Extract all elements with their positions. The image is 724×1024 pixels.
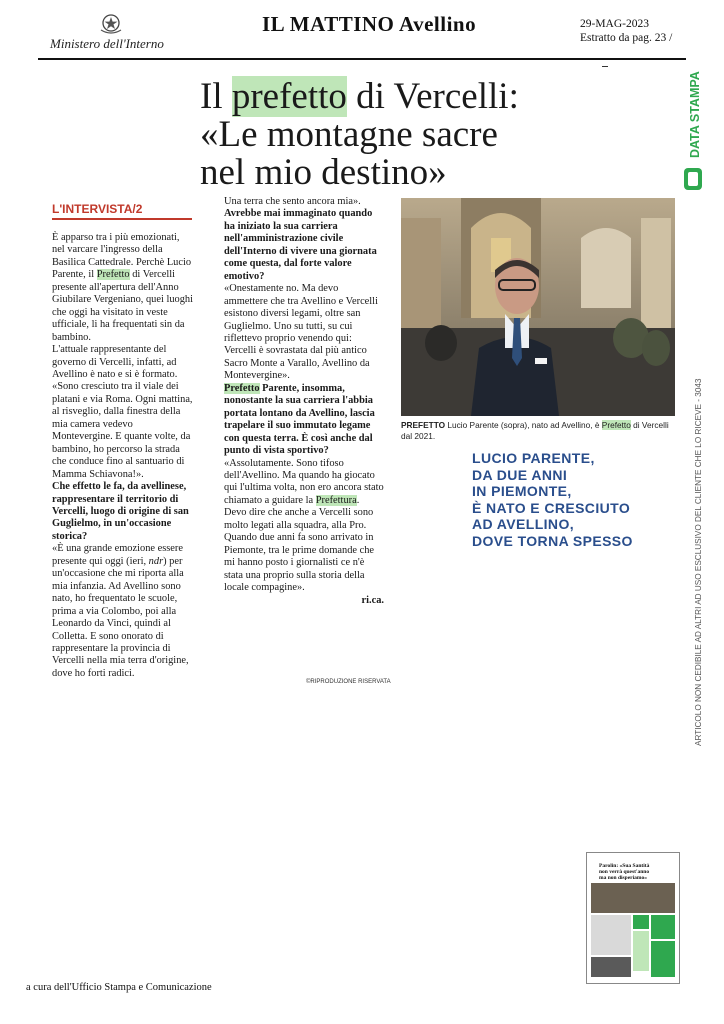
svg-text:Parolin: «Sua Santità: Parolin: «Sua Santità	[599, 863, 650, 869]
article-photo	[401, 198, 675, 416]
interview-question: Che effetto le fa, da avellinese, rappresentare il territorio di Vercelli, luogo di origine di san Guglielmo, in un'occasione storica?	[52, 481, 189, 542]
legal-notice	[692, 280, 704, 750]
interview-answer: «È una grande emozione essere presente qui oggi (ieri, ndr) per un'occasione che mi riporta alla mia infanzia. Ad Avellino sono nato, ho frequentato le scuole, prima a via Colombo, poi alla Leonardo da Vinci, quindi al Colletta. E sono onorato di rappresentare la provincia di Vercelli nella mia terra d'origine, dove ho forti radici.	[52, 543, 189, 679]
print-mark	[602, 66, 608, 67]
thumbnail-illustration	[587, 853, 679, 983]
data-stampa-icon	[683, 166, 703, 196]
paragraph: È apparso tra i più emozionati, nel varcare l'ingresso della Basilica Cattedrale. Perchè Lucio Parente, il Prefetto di Vercelli presente all'apertura dell'Anno Giubilare Vergeniano, quei luoghi che oggi ha visitato in veste ufficiale, li ha frequentati sin da bambino.	[52, 232, 194, 343]
republic-emblem-icon	[98, 12, 124, 36]
photo-caption: PREFETTO Lucio Parente (sopra), nato ad Avellino, è Prefetto di Vercelli dal 2021.	[401, 420, 669, 441]
copyright-notice: ©RIPRODUZIONE RISERVATA	[306, 679, 391, 685]
paragraph: L'attuale rappresentante del governo di Vercelli, infatti, ad Avellino è nato e si è formato.	[52, 344, 178, 380]
pull-quote: LUCIO PARENTE, DA DUE ANNI IN PIEMONTE, È NATO E CRESCIUTO AD AVELLINO, DOVE TORNA SPESSO	[472, 450, 633, 549]
header-rule	[38, 58, 686, 60]
interview-answer: «Onestamente no. Ma devo ammettere che tra Avellino e Vercelli esistono diversi legami, oltre san Guglielmo. Uno su tutti, su cui riflettevo proprio venendo qui: Vercelli è sovrastata dal più antico Sacro Monte a Varallo, Avellino da Montevergine».	[224, 283, 378, 382]
photo-illustration	[401, 198, 675, 416]
data-stampa-logo	[672, 70, 712, 170]
article-column-1	[52, 232, 194, 680]
svg-text:ma non disperiamo»: ma non disperiamo»	[599, 875, 647, 881]
svg-text:ARTICOLO NON CEDIBILE AD ALTRI: ARTICOLO NON CEDIBILE AD ALTRI AD USO ESCLUSIVO DEL CLIENTE CHE LO RICEVE - 3043	[694, 378, 703, 746]
interview-answer: «Assolutamente. Sono tifoso dell'Avellino. Ma quando ha giocato qui l'ultima volta, non ero ancora stato chiamato a guidare la Prefettura. Devo dire che anche a Vercelli sono molto legati alla squadra, alla Pro. Quando due anni fa sono arrivato in Piemonte, tra le prime domande che mi hanno posto i giornalisti ce n'è stata una proprio sulla storia della locale compagine».	[224, 457, 384, 594]
svg-text:DATA STAMPA: DATA STAMPA	[688, 71, 702, 158]
paragraph: Una terra che sento ancora mia».	[224, 196, 361, 207]
ministry-logo-text: Ministero dell'Interno	[50, 36, 164, 51]
article-headline: Il prefetto di Vercelli: «Le montagne sacre nel mio destino»	[200, 76, 519, 193]
newspaper-masthead: IL MATTINO Avellino	[262, 12, 477, 36]
article-column-2	[224, 196, 384, 607]
svg-text:non verrà quest'anno: non verrà quest'anno	[599, 869, 650, 875]
paragraph: «Sono cresciuto tra il viale dei platani e via Roma. Ogni mattina, al risveglio, dalla finestra della mia camera vedevo Montevergine. E quante volte, da bambino, ho percorso la strada che conduce fino al santuario di Mamma Schiavona!».	[52, 381, 193, 480]
author-signature: ri.ca.	[361, 594, 384, 606]
interview-question: Prefetto Parente, insomma, nonostante la sua carriera l'abbia portata lontano da Avellino, lascia trapelare il suo immutato legame con questa terra. È così anche dal punto di vista sportivo?	[224, 382, 375, 457]
footer-credit: a cura dell'Ufficio Stampa e Comunicazione	[26, 982, 212, 993]
interview-question: Avrebbe mai immaginato quando ha iniziato la sua carriera nell'amministrazione civile dell'Interno di vivere una giornata come questa, dal forte valore emotivo?	[224, 208, 377, 282]
headline-highlight: prefetto	[231, 76, 347, 117]
page-extract: Estratto da pag. 23 /	[580, 32, 673, 44]
section-kicker: L'INTERVISTA/2	[52, 202, 192, 220]
publication-date: 29-MAG-2023	[580, 18, 649, 30]
page-thumbnail	[586, 852, 680, 984]
